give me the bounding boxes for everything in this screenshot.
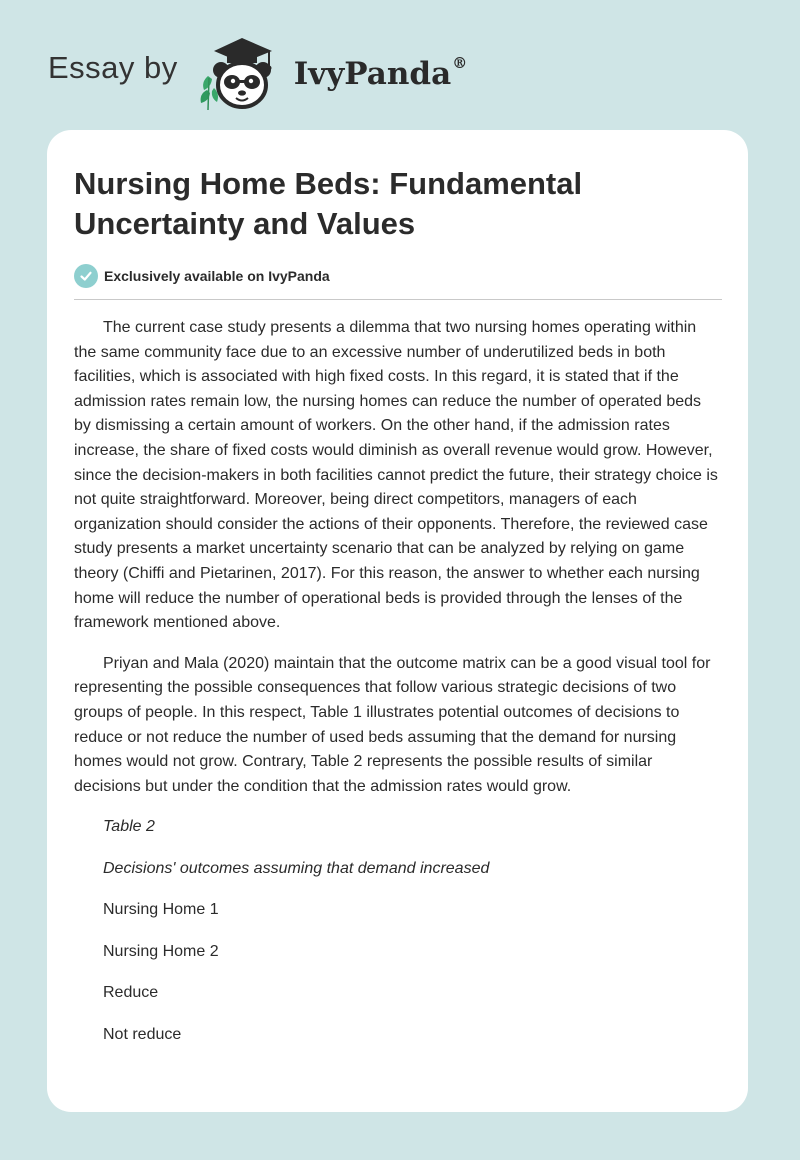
paragraph: The current case study presents a dilemma that two nursing homes operating within the same community face due to an excessive number of underutilized beds in both facilities, which is associated with high fixed costs. In this regard, it is stated that if the admission rates remain low, the nursing homes can reduce the number of operated beds by dismissing a certain amount of workers. On the other hand, if the admission rates increase, the share of fixed costs would diminish as overall revenue would grow. However, since the decision-makers in both facilities cannot predict the future, their strategy choice is not quite straightforward. Moreover, being direct competitors, managers of each organization should consider the actions of their opponents. Therefore, the reviewed case study presents a market uncertainty scenario that can be analyzed by relying on game theory (Chiffi and Pietarinen, 2017). For this reason, the answer to whether each nursing home will reduce the number of operational beds is provided through the lenses of the framework mentioned above.	[74, 319, 718, 632]
table-cell: Nursing Home 2	[103, 942, 219, 960]
table-cell: Nursing Home 1	[103, 901, 219, 919]
brand-name: IvyPanda®	[293, 54, 468, 92]
brand-prefix: Essay by	[48, 50, 178, 85]
exclusive-label: Exclusively available on IvyPanda	[104, 268, 330, 284]
brand-header	[48, 32, 467, 112]
table-title: Decisions' outcomes assuming that demand increased	[103, 859, 490, 877]
table-cell: Reduce	[103, 984, 159, 1002]
check-circle-icon	[74, 264, 98, 288]
panda-logo-icon	[192, 32, 288, 112]
table-cell: Not reduce	[103, 1025, 182, 1043]
page-title: Nursing Home Beds: Fundamental Uncertainty and Values	[74, 166, 583, 241]
article-card	[47, 130, 748, 1112]
exclusive-badge	[74, 264, 722, 300]
table-caption: Table 2	[103, 818, 155, 836]
paragraph: Priyan and Mala (2020) maintain that the outcome matrix can be a good visual tool for representing the possible consequences that follow various strategic decisions of two groups of people. In this respect, Table 1 illustrates potential outcomes of decisions to reduce or not reduce the number of used beds assuming that the demand for nursing homes would not grow. Contrary, Table 2 represents the possible results of similar decisions but under the condition that the admission rates would grow.	[74, 654, 711, 795]
